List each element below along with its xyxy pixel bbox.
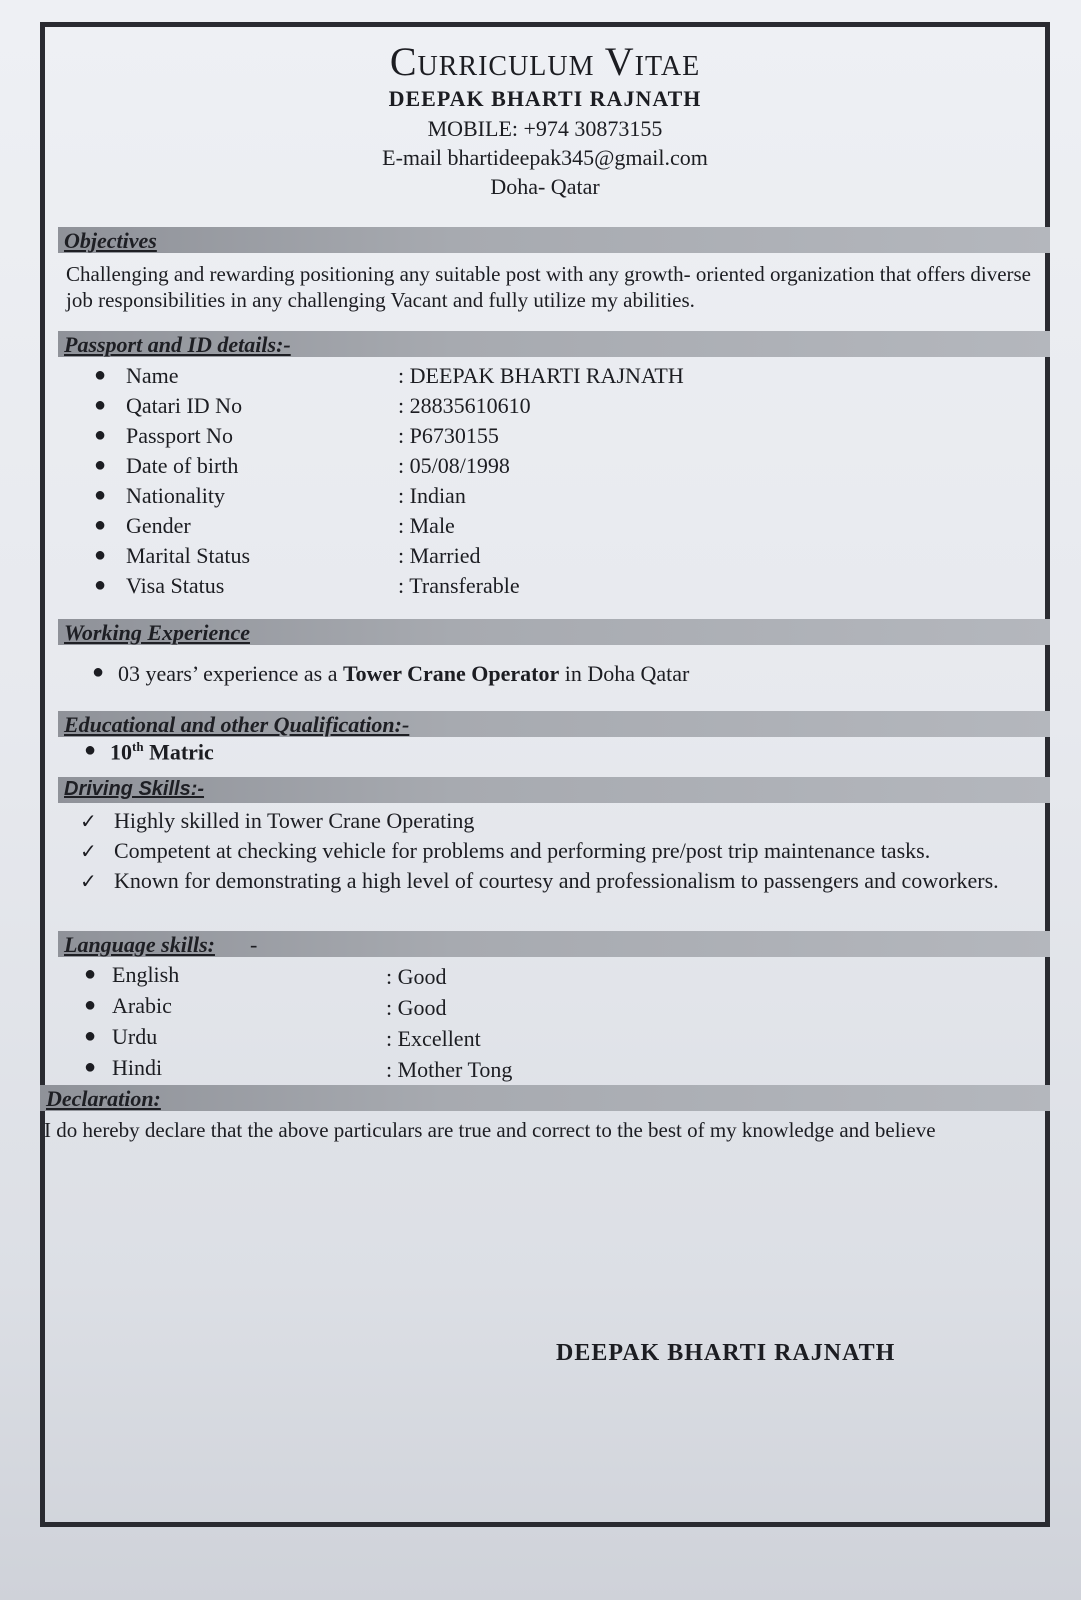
passport-heading-bar — [58, 331, 1050, 357]
language-level: : Mother Tong — [386, 1057, 513, 1082]
list-item — [40, 867, 1034, 895]
cv-title: Curriculum Vitae — [389, 39, 701, 84]
language-name: Hindi — [112, 1055, 163, 1080]
job-title: Tower Crane Operator — [342, 661, 560, 686]
driving-skills-list — [40, 807, 1050, 895]
bullet-icon: ● — [94, 484, 107, 506]
field-label: Qatari ID No — [126, 393, 243, 418]
skill-text: Known for demonstrating a high level of courtesy and professionalism to passengers and coworkers. — [114, 868, 999, 893]
field-value: : Married — [398, 543, 481, 568]
mobile-number: MOBILE: +974 30873155 — [427, 116, 663, 141]
checkmark-icon: ✓ — [80, 839, 97, 863]
experience-heading: Working Experience — [64, 620, 250, 645]
experience-item — [40, 655, 1050, 689]
education-grade-suffix: th — [132, 739, 144, 754]
objectives-text: Challenging and rewarding positioning any suitable post with any growth- oriented organization that offers diverse job responsibilities in any challenging Vacant and fully utilize my abilities. — [66, 262, 1032, 312]
objectives-heading: Objectives — [64, 228, 157, 253]
field-value: : Male — [398, 513, 455, 538]
list-item — [40, 837, 1034, 865]
applicant-name: DEEPAK BHARTI RAJNATH — [388, 86, 702, 111]
field-value: : 05/08/1998 — [398, 453, 510, 478]
passport-row — [40, 541, 1050, 571]
passport-row — [40, 451, 1050, 481]
language-level: : Excellent — [386, 1026, 481, 1051]
bullet-icon: ● — [94, 514, 107, 536]
language-name: Urdu — [112, 1024, 158, 1049]
language-name: Arabic — [112, 993, 172, 1018]
checkmark-icon: ✓ — [80, 809, 97, 833]
passport-details-list — [40, 361, 1050, 601]
education-grade: 10 — [110, 739, 132, 765]
field-label: Marital Status — [126, 543, 251, 568]
bullet-icon: ● — [84, 1056, 97, 1078]
field-value: : P6730155 — [398, 423, 499, 448]
language-heading-suffix: - — [250, 932, 258, 957]
bullet-icon: ● — [84, 1025, 97, 1047]
language-heading-text: Language skills: — [64, 932, 215, 957]
passport-row — [40, 571, 1050, 601]
cv-content — [40, 22, 1050, 1144]
language-level: : Good — [386, 964, 447, 989]
declaration-text: I do hereby declare that the above particulars are true and correct to the best of my knowledge and believe — [44, 1118, 936, 1142]
language-heading-bar — [58, 931, 1050, 957]
education-heading-bar — [58, 711, 1050, 737]
bullet-icon: ● — [94, 544, 107, 566]
experience-suffix: in Doha Qatar — [559, 661, 690, 686]
education-heading: Educational and other Qualification:- — [64, 712, 410, 737]
cv-header — [40, 40, 1050, 201]
passport-row — [40, 481, 1050, 511]
bullet-icon: ● — [92, 661, 105, 683]
field-label: Name — [126, 363, 179, 388]
checkmark-icon: ✓ — [80, 869, 97, 893]
language-row — [40, 1023, 1050, 1054]
passport-row — [40, 511, 1050, 541]
language-level: : Good — [386, 995, 447, 1020]
education-level: Matric — [143, 739, 214, 765]
field-value: : DEEPAK BHARTI RAJNATH — [398, 363, 684, 388]
field-label: Passport No — [126, 423, 233, 448]
field-label: Nationality — [126, 483, 225, 508]
email-address: E-mail bhartideepak345@gmail.com — [382, 145, 708, 170]
driving-heading-bar — [58, 777, 1050, 803]
field-label: Visa Status — [126, 573, 225, 598]
experience-prefix: 03 years’ experience as a — [118, 661, 343, 686]
bullet-icon: ● — [94, 424, 107, 446]
education-item — [40, 737, 1050, 771]
passport-row — [40, 361, 1050, 391]
passport-heading: Passport and ID details:- — [64, 332, 291, 357]
objectives-heading-bar — [58, 227, 1050, 253]
bullet-icon: ● — [84, 739, 97, 761]
bullet-icon: ● — [94, 364, 107, 386]
declaration-heading: Declaration: — [46, 1086, 161, 1111]
skill-text: Competent at checking vehicle for problems and performing pre/post trip maintenance tasks. — [114, 838, 931, 863]
declaration-heading-bar — [40, 1085, 1050, 1111]
field-value: : Transferable — [398, 573, 520, 598]
language-row — [40, 961, 1050, 992]
skill-text: Highly skilled in Tower Crane Operating — [114, 808, 475, 833]
bullet-icon: ● — [94, 574, 107, 596]
bullet-icon: ● — [84, 963, 97, 985]
bullet-icon: ● — [94, 454, 107, 476]
bullet-icon: ● — [84, 994, 97, 1016]
signature-name: DEEPAK BHARTI RAJNATH — [556, 1340, 896, 1366]
language-row — [40, 1054, 1050, 1085]
education-text — [110, 739, 214, 765]
language-list — [40, 961, 1050, 1085]
field-value: : 28835610610 — [398, 393, 531, 418]
passport-row — [40, 391, 1050, 421]
list-item — [40, 807, 1034, 835]
field-label: Gender — [126, 513, 191, 538]
language-heading — [64, 932, 215, 958]
experience-heading-bar — [58, 619, 1050, 645]
language-row — [40, 992, 1050, 1023]
passport-row — [40, 421, 1050, 451]
field-label: Date of birth — [126, 453, 239, 478]
location: Doha- Qatar — [490, 174, 600, 199]
language-name: English — [112, 962, 180, 987]
field-value: : Indian — [398, 483, 466, 508]
driving-heading: Driving Skills:- — [64, 778, 205, 800]
experience-text — [118, 661, 689, 687]
bullet-icon: ● — [94, 394, 107, 416]
